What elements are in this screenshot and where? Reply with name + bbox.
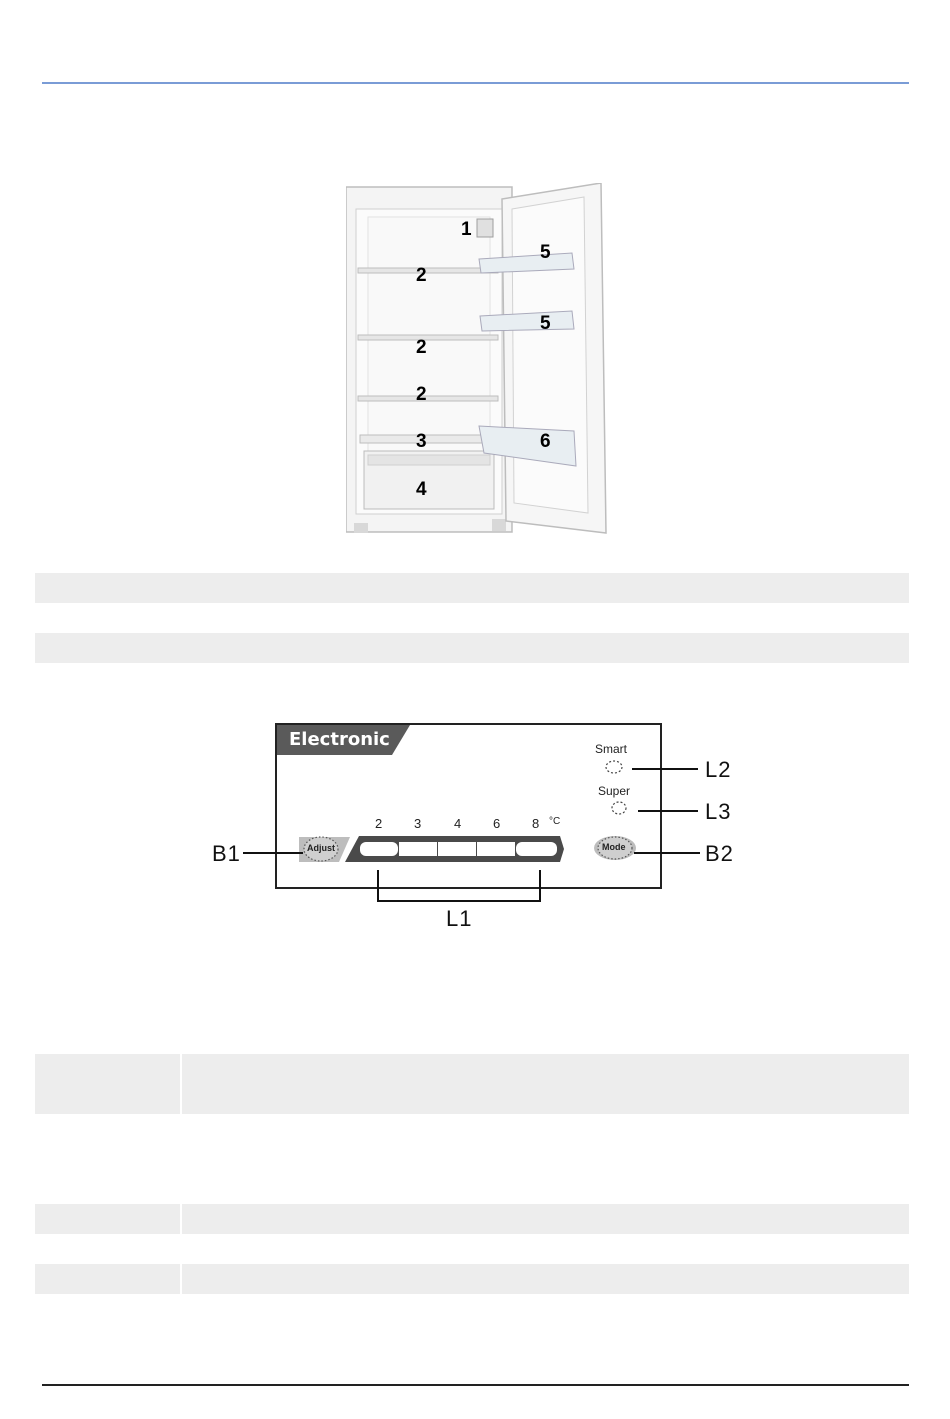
callout-4: 4 <box>416 479 427 500</box>
callout-5a: 5 <box>540 242 551 263</box>
fridge-figure <box>346 183 610 545</box>
scale-6: 6 <box>493 816 501 831</box>
callout-2c: 2 <box>416 384 427 405</box>
control-panel <box>275 723 662 889</box>
callout-6: 6 <box>540 431 551 452</box>
callout-line-l3 <box>638 810 698 812</box>
table-band-5 <box>35 1264 909 1294</box>
l1-bracket-left <box>377 870 379 901</box>
l1-bracket-right <box>539 870 541 901</box>
table-band-1 <box>35 573 909 603</box>
callout-5b: 5 <box>540 313 551 334</box>
adjust-button[interactable]: Adjust <box>307 843 335 853</box>
label-b1: B1 <box>212 841 241 866</box>
scale-2: 2 <box>375 816 383 831</box>
l1-bracket-bottom <box>377 900 541 902</box>
fridge-illustration <box>346 183 610 545</box>
scale-8: 8 <box>532 816 540 831</box>
table-band-4 <box>35 1204 909 1234</box>
table-band-3 <box>35 1054 909 1114</box>
label-b2: B2 <box>705 841 734 866</box>
mode-button[interactable]: Mode <box>602 842 626 852</box>
super-label: Super <box>598 784 631 798</box>
label-l1: L1 <box>446 906 473 931</box>
scale-3: 3 <box>414 816 422 831</box>
callout-line-l2 <box>632 768 698 770</box>
footer-rule <box>42 1384 909 1386</box>
table-band-2 <box>35 633 909 663</box>
callout-line-b1 <box>243 852 303 854</box>
callout-3: 3 <box>416 431 427 452</box>
callout-line-b2 <box>634 852 700 854</box>
callout-2b: 2 <box>416 337 427 358</box>
header-rule <box>42 82 909 84</box>
scale-unit: °C <box>549 816 561 827</box>
callout-1: 1 <box>461 219 472 240</box>
panel-header: Electronic <box>289 729 390 750</box>
callout-2a: 2 <box>416 265 427 286</box>
label-l3: L3 <box>705 799 732 824</box>
label-l2: L2 <box>705 757 732 782</box>
scale-4: 4 <box>454 816 462 831</box>
smart-label: Smart <box>595 742 628 756</box>
